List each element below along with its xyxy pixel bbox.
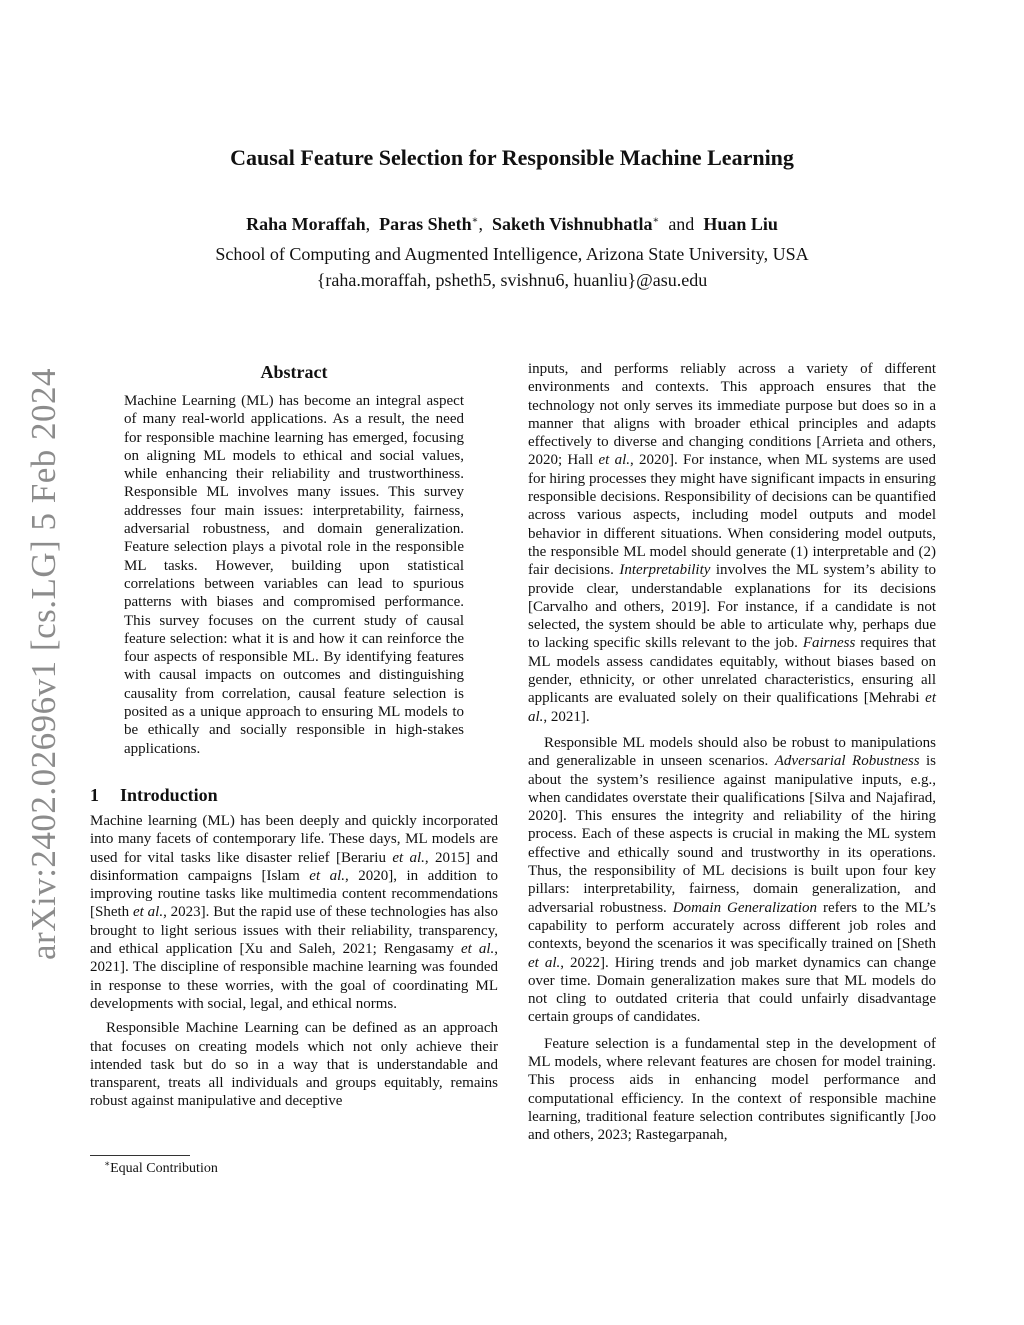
- section-number: 1: [90, 784, 99, 805]
- author-name: Saketh Vishnubhatla: [491, 214, 653, 234]
- author-emails: {raha.moraffah, psheth5, svishnu6, huanliu}@asu.edu: [316, 270, 708, 290]
- footnote-mark: ∗: [104, 1158, 111, 1169]
- author-name: Huan Liu: [703, 214, 778, 234]
- footnote-rule: [90, 1155, 190, 1156]
- right-column: [528, 360, 936, 1144]
- abstract-text: Machine Learning (ML) has become an integral aspect of many real-world applications. As a result, the need for responsible machine learning has emerged, focusing on aligning ML models to ethical and social values, while enhancing their reliability and trustworthiness. Responsible ML involves many issues. This survey addresses four main issues: interpretability, fairness, adversarial robustness, and domain generalization. Feature selection plays a pivotal role in the responsible ML tasks. However, building upon statistical correlations between variables can lead to spurious patterns with biases and compromised performance. This survey focuses on the current study of causal feature selection: what it is and how it can reinforce the four aspects of responsible ML. By identifying features with causal impacts on outcomes and distinguishing causality from correlation, causal feature selection is posited as a unique approach to ensuring ML models to be ethically and socially responsible in high-stakes applications.: [124, 393, 464, 757]
- intro-paragraph-2-continued: inputs, and performs reliably across a variety of different environments and contexts. This approach ensures that the technology not only serves its immediate purpose but does so in a manner that aligns with broader ethical principles and adapts effectively to diverse and changing conditions [Arrieta and others, 2020; Hall et al., 2020]. For instance, when ML systems are used for hiring processes they might have significant impacts in ensuring responsible decisions. Responsibility of decisions can be quantified across various aspects, including model outputs and model behavior in different situations. When considering model outputs, the responsible ML model should generate (1) interpretable and (2) fair decisions. Interpretability involves the ML system’s ability to provide clear, understandable explanations for its decisions [Carvalho and others, 2019]. For instance, if a candidate is not selected, the system should be able to articulate why, perhaps due to lacking specific skills relevant to the job. Fairness requires that ML models assess candidates equitably, without biases based on gender, ethnicity, or other unrelated characteristics, ensuring all applicants are evaluated solely on their qualifications [Mehrabi et al., 2021].: [528, 361, 936, 725]
- author-separator: ,: [478, 214, 483, 234]
- author-mark: ∗: [471, 215, 479, 226]
- author-separator: ,: [365, 214, 371, 234]
- author-list: [120, 212, 904, 236]
- footnote-text: Equal Contribution: [110, 1161, 218, 1176]
- affiliation: School of Computing and Augmented Intelligence, Arizona State University, USA: [215, 244, 809, 264]
- left-column: [90, 360, 498, 1111]
- intro-paragraph-1: Machine learning (ML) has been deeply and quickly incorporated into many facets of contemporary life. These days, ML models are used for vital tasks like disaster relief [Berariu et al., 2015] and disinformation campaigns [Islam et al., 2020], in addition to improving routine tasks like multimedia content recommendations [Sheth et al., 2023]. But the rapid use of these technologies has also brought to light serious issues with their reliability, transparency, and ethical application [Xu and Saleh, 2021; Rengasamy et al., 2021]. The discipline of responsible machine learning was founded in response to these worries, with the goal of coordinating ML developments with social, legal, and ethical norms.: [90, 812, 498, 1012]
- footnote: [104, 1160, 218, 1178]
- abstract-heading: Abstract: [260, 362, 328, 382]
- intro-paragraph-4: Feature selection is a fundamental step in the development of ML models, where relevant features are chosen for model training. This process aids in enhancing model performance and computational efficiency. In the context of responsible machine learning, traditional feature selection contributes significantly [Joo and others, 2023; Rastegarpanah,: [528, 1035, 936, 1144]
- author-name: Paras Sheth: [379, 214, 472, 234]
- author-name: Raha Moraffah: [246, 214, 366, 234]
- intro-paragraph-2: Responsible Machine Learning can be defined as an approach that focuses on creating models which not only achieve their intended task but do so in a way that is understandable and transparent, treats all individuals and groups equitably, remains robust against manipulative and deceptive: [90, 1020, 498, 1110]
- intro-paragraph-3: Responsible ML models should also be robust to manipulations and generalizable in unseen scenarios. Adversarial Robustness is about the system’s resilience against manipulative inputs, e.g., when candidates overstate their qualifications [Silva and Najafirad, 2020]. This ensures the integrity and reliability of the hiring process. Each of these aspects is crucial in making the ML system effective and ethically sound and trustworthy in its operations. Thus, the responsibility of ML decisions is built upon four key pillars: interpretability, fairness, domain generalization, and adversarial robustness. Domain Generalization refers to the ML’s capability to perform accurately across different job roles and contexts, beyond the scenarios it was specifically trained on [Sheth et al., 2022]. Hiring trends and job market dynamics can change over time. Domain generalization makes sure that ML models do not cling to outdated criteria that could unfairly disadvantage certain groups of candidates.: [528, 734, 936, 1026]
- author-mark: ∗: [652, 215, 660, 226]
- arxiv-identifier: arXiv:2402.02696v1 [cs.LG] 5 Feb 2024: [24, 367, 63, 960]
- section-title: Introduction: [120, 784, 218, 805]
- section-heading-introduction: [90, 783, 498, 807]
- author-conjunction: and: [668, 214, 695, 234]
- paper-title: Causal Feature Selection for Responsible Machine Learning: [230, 145, 794, 170]
